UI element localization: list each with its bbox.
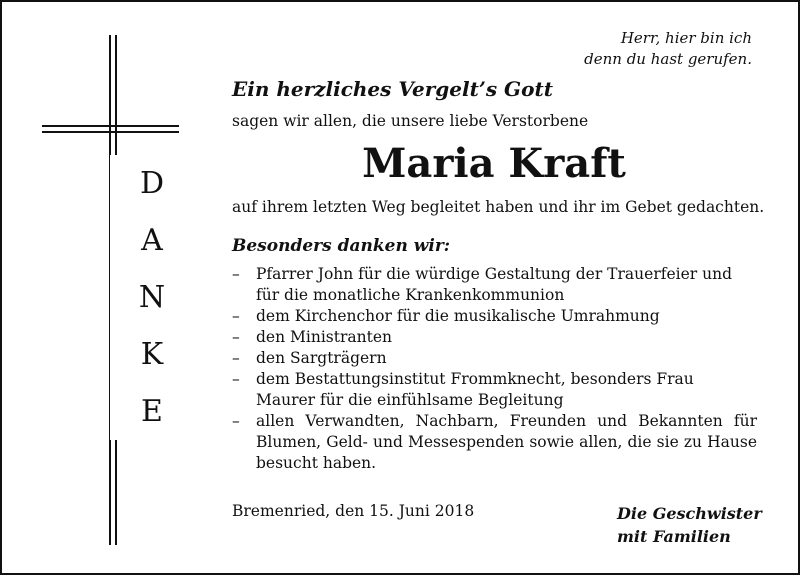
- signature-line-2: mit Familien: [617, 527, 731, 546]
- list-item-text: Pfarrer John für die würdige Gestaltung der Trauerfeier und für die monatliche Krankenkommunion: [256, 265, 732, 304]
- signature-line-1: Die Geschwister: [617, 504, 762, 523]
- thanks-heading: Besonders danken wir:: [232, 236, 451, 256]
- dash-marker: –: [232, 370, 240, 388]
- list-item: [232, 327, 757, 348]
- list-item: [232, 306, 757, 327]
- outro-text: auf ihrem letzten Weg begleitet haben und ihr im Gebet gedachten.: [232, 198, 765, 216]
- dash-marker: –: [232, 412, 240, 430]
- thanks-list: [232, 264, 757, 474]
- danke-letter: E: [141, 394, 163, 429]
- motto-line-2: denn du hast gerufen.: [584, 50, 752, 68]
- deceased-name: Maria Kraft: [362, 140, 626, 187]
- list-item: [232, 348, 757, 369]
- dash-marker: –: [232, 328, 240, 346]
- list-item: [232, 369, 757, 411]
- list-item-text: dem Bestattungsinstitut Frommknecht, besonders Frau Maurer für die einfühlsame Begleitung: [256, 370, 694, 409]
- motto-line-1: Herr, hier bin ich: [620, 29, 752, 47]
- cross-horizontal-bar-inner: [42, 131, 179, 133]
- cross-horizontal-bar: [42, 125, 179, 127]
- list-item-text: dem Kirchenchor für die musikalische Umrahmung: [256, 307, 660, 325]
- intro-text: sagen wir allen, die unsere liebe Verstorbene: [232, 112, 589, 130]
- list-item-text: den Sargträgern: [256, 349, 387, 367]
- list-item: [232, 264, 757, 306]
- list-item: [232, 411, 757, 474]
- danke-letter: K: [140, 337, 164, 372]
- danke-vertical-word: [110, 155, 194, 440]
- bible-motto: [584, 28, 752, 70]
- headline: Ein herzliches Vergelt’s Gott: [232, 77, 553, 101]
- danke-letter: A: [141, 223, 163, 258]
- dash-marker: –: [232, 265, 240, 283]
- list-item-text: den Ministranten: [256, 328, 392, 346]
- signature: [617, 502, 762, 548]
- danke-letter: D: [139, 166, 165, 201]
- place-date: Bremenried, den 15. Juni 2018: [232, 502, 475, 520]
- dash-marker: –: [232, 349, 240, 367]
- danke-letter: N: [138, 280, 166, 315]
- dash-marker: –: [232, 307, 240, 325]
- list-item-text: allen Verwandten, Nachbarn, Freunden und Bekannten für Blumen, Geld- und Messespenden sowie allen, die sie zu Hause besucht haben.: [256, 412, 757, 472]
